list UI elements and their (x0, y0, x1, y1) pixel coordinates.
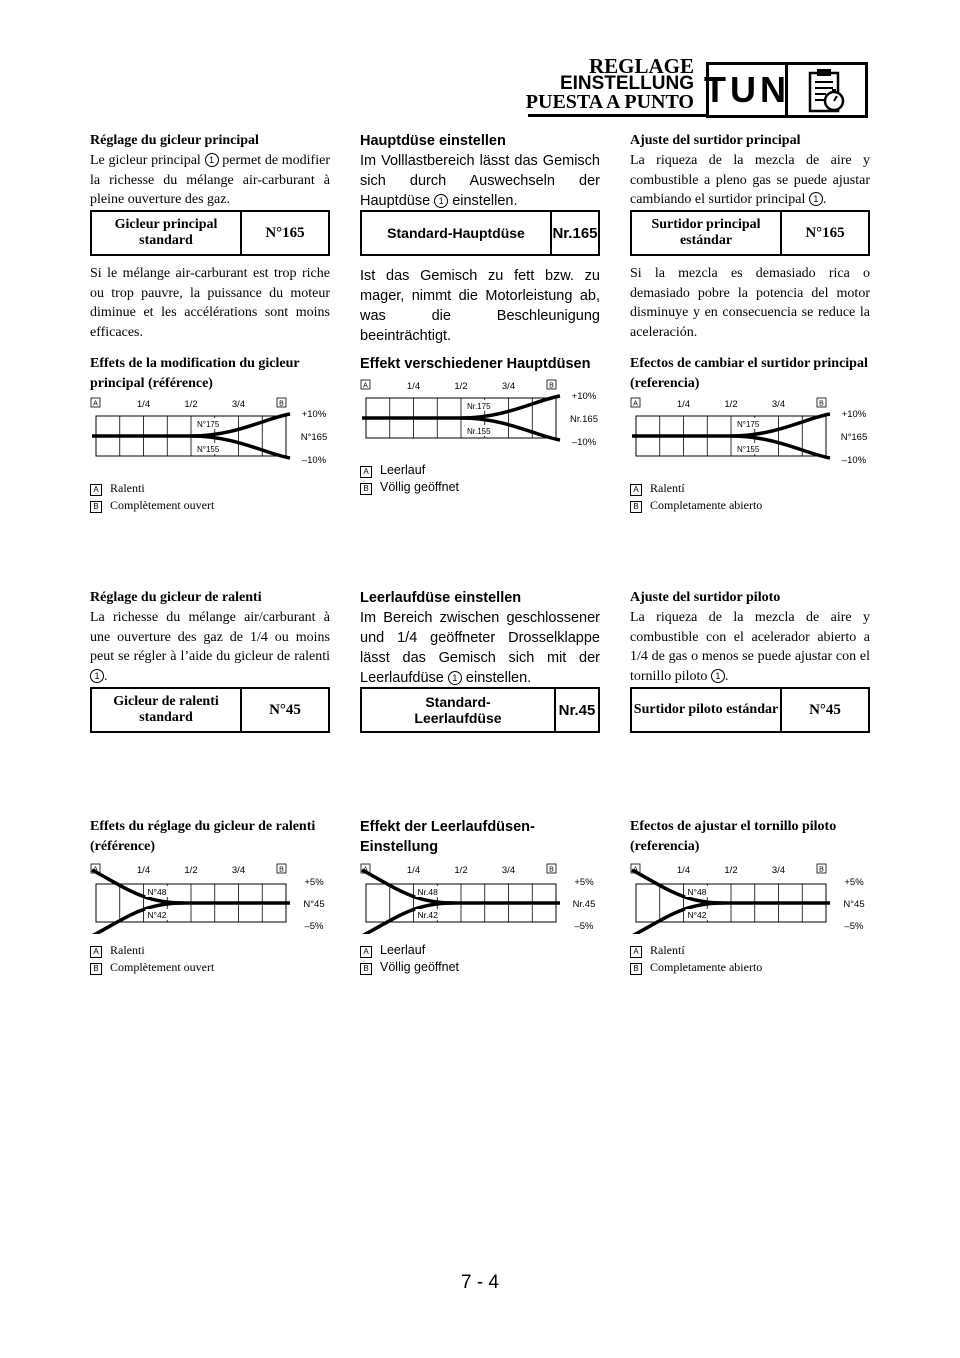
tick-label: 3/4 (501, 865, 516, 876)
spec-value: Nr.165 (552, 224, 598, 242)
key-b-label: B (279, 400, 284, 408)
column-es (630, 0, 870, 1358)
key-b-label: B (549, 382, 554, 390)
spec-label: Standard-Leerlaufdüse (362, 689, 556, 731)
right-mid-label: N°45 (303, 899, 325, 910)
tick-label: 3/4 (231, 399, 246, 410)
lower-label: Nr.155 (467, 427, 491, 436)
key-a-label: A (363, 382, 368, 390)
key-b-label: B (279, 866, 284, 874)
right-top-label: +5% (844, 877, 864, 888)
tick-label: 1/4 (406, 865, 421, 876)
spec-value: N°165 (265, 224, 305, 241)
right-top-label: +10% (301, 409, 327, 420)
main-jet-effect-heading: Efectos de cambiar el surtidor principal (referencia) (630, 356, 868, 391)
main-jet-effect-diagram (90, 396, 340, 466)
pilot-jet-effect-diagram (630, 862, 880, 934)
tick-label: 1/4 (676, 865, 691, 876)
page-number: 7 - 4 (460, 1272, 500, 1293)
column-fr (90, 0, 330, 1358)
pilot-jet-effect-diagram (90, 862, 340, 934)
pilot-jet-text: Im Bereich zwischen geschlossener und 1/4 geöffneter Drosselklappe lässt das Gemisch sich mit der Leerlaufdüse 1 einstellen. (360, 610, 600, 686)
pilot-jet-text: La richesse du mélange air/carburant à une ouverture des gaz de 1/4 ou moins peut se régler à l’aide du gicleur de ralenti 1 . (90, 610, 330, 684)
pilot-jet-text: La riqueza de la mezcla de aire y combustible con el acelerador abierto a 1/4 de gas o menos se puede ajustar con el tornillo piloto 1 . (630, 610, 870, 684)
main-jet-text-2: Si la mezcla es demasiado rica o demasiado pobre la potencia del motor disminuye y en consecuencia se reduce la aceleración. (630, 266, 870, 340)
upper-label: N°175 (197, 420, 220, 429)
legend-a: A Leerlauf (360, 942, 459, 959)
header-title-fr: REGLAGE (588, 54, 694, 78)
tick-label: 1/2 (184, 399, 198, 410)
spec-value: N°45 (809, 701, 841, 718)
main-jet-spec-table (360, 210, 600, 256)
tick-label: 1/2 (454, 865, 468, 876)
tick-label: 3/4 (771, 865, 786, 876)
pilot-jet-heading: Réglage du gicleur de ralenti (90, 590, 262, 605)
main-jet-text-2: Si le mélange air-carburant est trop riche ou trop pauvre, la puissance du moteur diminue et les accélérations sont moins efficaces. (90, 266, 330, 340)
right-bottom-label: –5% (844, 921, 864, 932)
spec-value: N°165 (805, 224, 845, 241)
pilot-jet-spec-table (630, 687, 870, 733)
main-jet-legend (360, 462, 459, 496)
main-jet-heading: Ajuste del surtidor principal (630, 133, 801, 148)
pilot-jet-legend (360, 942, 459, 976)
spec-label: Surtidor principal estándar (632, 212, 782, 254)
pilot-jet-effect-diagram (360, 862, 610, 934)
tick-label: 1/2 (724, 865, 738, 876)
right-mid-label: N°165 (840, 432, 868, 443)
legend-b: B Complètement ouvert (90, 497, 214, 514)
main-jet-effect-heading: Effets de la modification du gicleur principal (référence) (90, 356, 300, 391)
spec-value: N°45 (269, 701, 301, 718)
lower-label: N°155 (737, 445, 760, 454)
spec-label: Standard-Hauptdüse (362, 212, 552, 254)
key-a-label: A (93, 400, 98, 408)
spec-value: Nr.45 (558, 701, 596, 719)
legend-a: A Ralentí (630, 942, 762, 959)
right-top-label: +10% (841, 409, 867, 420)
main-jet-text-2: Ist das Gemisch zu fett bzw. zu mager, nimmt die Motorleistung ab, was die Beschleunigung beeinträchtigt. (360, 268, 600, 344)
lower-label: N°155 (197, 445, 220, 454)
section-code-badge: TUN (706, 62, 788, 118)
pilot-jet-effect-heading: Effets du réglage du gicleur de ralenti (référence) (90, 819, 316, 854)
pilot-jet-spec-table (360, 687, 600, 733)
pilot-jet-heading: Ajuste del surtidor piloto (630, 590, 781, 605)
header-title-de: EINSTELLUNG (559, 73, 694, 94)
main-jet-heading: Hauptdüse einstellen (360, 133, 506, 149)
key-a-label: A (633, 400, 638, 408)
main-jet-spec-table (90, 210, 330, 256)
lower-label: N°42 (147, 910, 167, 920)
key-b-label: B (819, 400, 824, 408)
tick-label: 1/4 (136, 865, 151, 876)
column-de (360, 0, 600, 1358)
main-jet-legend (90, 480, 214, 514)
pilot-jet-heading: Leerlaufdüse einstellen (360, 590, 522, 606)
key-b-label: B (549, 866, 554, 874)
right-bottom-label: –10% (301, 455, 327, 466)
legend-b: B Complètement ouvert (90, 959, 214, 976)
right-mid-label: Nr.45 (572, 899, 596, 910)
legend-a: A Ralenti (90, 480, 214, 497)
ref-1-marker: 1 (205, 153, 219, 167)
legend-a: A Leerlauf (360, 462, 459, 479)
key-b-label: B (819, 866, 824, 874)
main-jet-heading: Réglage du gicleur principal (90, 133, 259, 148)
tick-label: 1/2 (454, 381, 468, 392)
right-bottom-label: –10% (571, 437, 597, 448)
legend-a: A Ralenti (90, 942, 214, 959)
spec-label: Surtidor piloto estándar (632, 689, 782, 731)
ref-1-marker: 1 (711, 669, 725, 683)
ref-1-marker: 1 (448, 671, 462, 685)
pilot-jet-effect-heading: Effekt der Leerlaufdüsen-Einstellung (360, 819, 535, 855)
upper-label: N°48 (147, 887, 167, 897)
upper-label: N°48 (687, 887, 707, 897)
legend-b: B Completamente abierto (630, 959, 762, 976)
legend-b: B Völlig geöffnet (360, 959, 459, 976)
pilot-jet-legend (90, 942, 214, 976)
lower-label: Nr.42 (417, 910, 438, 920)
lower-label: N°42 (687, 910, 707, 920)
pilot-jet-effect-heading: Efectos de ajustar el tornillo piloto (referencia) (630, 819, 837, 854)
right-top-label: +5% (304, 877, 324, 888)
ref-1-marker: 1 (434, 194, 448, 208)
ref-1-marker: 1 (809, 192, 823, 206)
legend-b: B Completamente abierto (630, 497, 762, 514)
main-jet-effect-heading: Effekt verschiedener Hauptdüsen (360, 356, 591, 372)
spec-label: Gicleur principal standard (92, 212, 242, 254)
ref-1-marker: 1 (90, 669, 104, 683)
right-mid-label: N°165 (300, 432, 328, 443)
tick-label: 1/2 (724, 399, 738, 410)
pilot-jet-spec-table (90, 687, 330, 733)
spec-label: Gicleur de ralenti standard (92, 689, 242, 731)
tick-label: 3/4 (231, 865, 246, 876)
main-jet-text: Le gicleur principal 1 permet de modifier la richesse du mélange air-carburant à pleine ouverture des gaz. (90, 153, 330, 207)
legend-b: B Völlig geöffnet (360, 479, 459, 496)
header-title-es: PUESTA A PUNTO (525, 91, 694, 113)
tick-label: 3/4 (771, 399, 786, 410)
pilot-jet-legend (630, 942, 762, 976)
upper-label: N°175 (737, 420, 760, 429)
right-mid-label: Nr.165 (570, 414, 598, 425)
right-top-label: +5% (574, 877, 594, 888)
upper-label: Nr.175 (467, 402, 491, 411)
tick-label: 3/4 (501, 381, 516, 392)
main-jet-effect-diagram (630, 396, 880, 466)
main-jet-spec-table (630, 210, 870, 256)
main-jet-text: Im Volllastbereich lässt das Gemisch sich durch Auswechseln der Hauptdüse 1 einstellen. (360, 153, 600, 209)
main-jet-text: La riqueza de la mezcla de aire y combustible a pleno gas se puede ajustar cambiando el surtidor principal 1 . (630, 153, 870, 207)
right-mid-label: N°45 (843, 899, 865, 910)
tick-label: 1/4 (136, 399, 151, 410)
right-top-label: +10% (571, 391, 597, 402)
right-bottom-label: –5% (574, 921, 594, 932)
main-jet-effect-diagram (360, 378, 610, 448)
key-a-label: A (633, 866, 638, 874)
tick-label: 1/2 (184, 865, 198, 876)
key-a-label: A (93, 866, 98, 874)
tick-label: 1/4 (676, 399, 691, 410)
right-bottom-label: –5% (304, 921, 324, 932)
legend-a: A Ralentí (630, 480, 762, 497)
main-jet-legend (630, 480, 762, 514)
right-bottom-label: –10% (841, 455, 867, 466)
tick-label: 1/4 (406, 381, 421, 392)
key-a-label: A (363, 866, 368, 874)
upper-label: Nr.48 (417, 887, 438, 897)
